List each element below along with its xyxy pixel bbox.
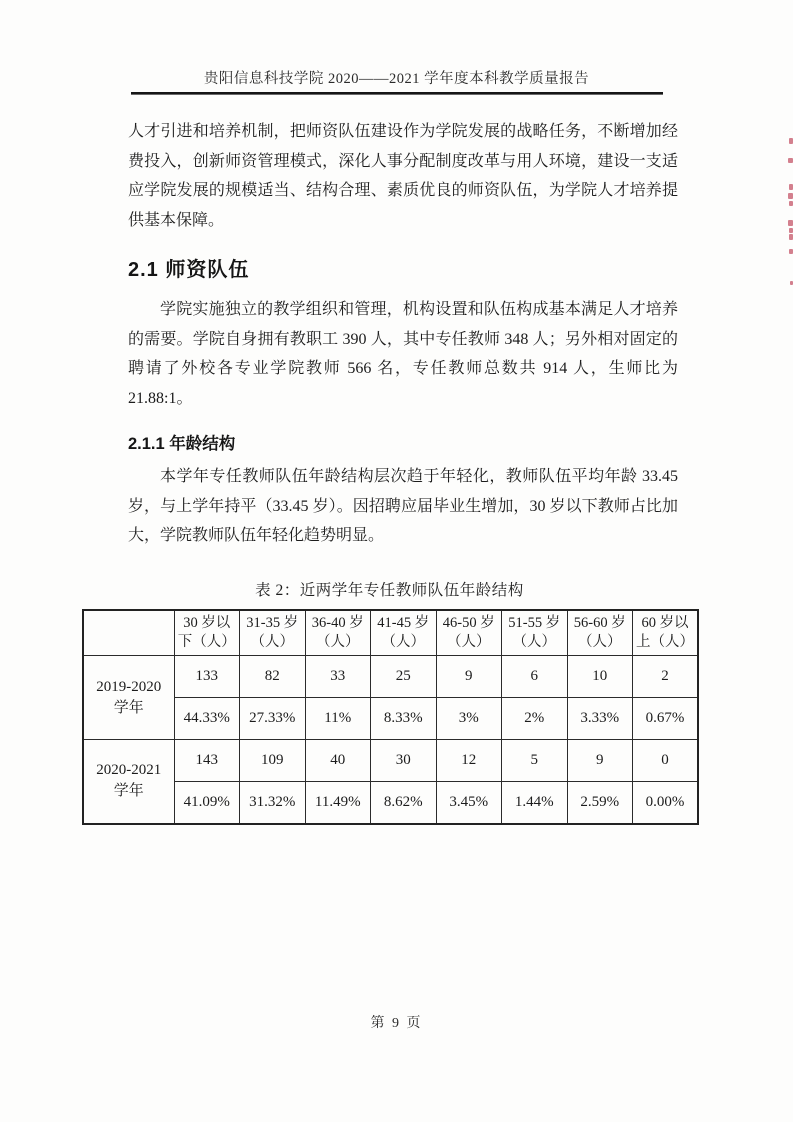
year-label-cell: 2019-2020 学年 [83,656,174,740]
percent-cell: 44.33% [174,698,240,740]
count-cell: 2 [633,656,699,698]
column-header-51-55: 51-55 岁（人） [502,610,568,656]
percent-cell: 3% [436,698,502,740]
count-cell: 10 [567,656,633,698]
year-label-cell: 2020-2021 学年 [83,740,174,824]
seal-mark-fragment [788,158,793,163]
table-block [82,578,697,825]
column-header-46-50: 46-50 岁（人） [436,610,502,656]
column-header-31-35: 31-35 岁（人） [240,610,306,656]
percent-cell: 11.49% [305,782,371,824]
seal-mark-fragment [788,220,793,226]
age-structure-table [82,609,699,825]
percent-cell: 8.62% [371,782,437,824]
count-cell: 25 [371,656,437,698]
percent-cell: 8.33% [371,698,437,740]
percent-cell: 2% [502,698,568,740]
subsection-heading-2-1-1: 2.1.1 年龄结构 [128,435,236,453]
count-cell: 6 [502,656,568,698]
paragraph-faculty-overview: 学院实施独立的教学组织和管理，机构设置和队伍构成基本满足人才培养的需要。学院自身拥有教职工 390 人，其中专任教师 348 人；另外相对固定的聘请了外校各专业学院教师 566 名，专任教师总数共 914 人，生师比为 21.88:1。 [128,301,678,407]
seal-mark-fragment [789,201,793,206]
percent-cell: 27.33% [240,698,306,740]
column-header-41-45: 41-45 岁（人） [371,610,437,656]
table-row-2019-percents [83,698,698,740]
table-row-2020-counts [83,740,698,782]
percent-cell: 0.67% [633,698,699,740]
paragraph-age-structure: 本学年专任教师队伍年龄结构层次趋于年轻化，教师队伍平均年龄 33.45 岁，与上学年持平（33.45 岁）。因招聘应届毕业生增加，30 岁以下教师占比加大，学院教师队伍年轻化趋势明显。 [128,468,678,544]
percent-cell: 41.09% [174,782,240,824]
column-header-under30: 30 岁以下（人） [174,610,240,656]
count-cell: 9 [436,656,502,698]
page-footer [0,1012,793,1032]
header-rule [131,92,663,95]
seal-mark-fragment [789,184,793,190]
count-cell: 82 [240,656,306,698]
percent-cell: 11% [305,698,371,740]
seal-mark-fragment [789,234,793,240]
percent-cell: 2.59% [567,782,633,824]
seal-mark-fragment [789,228,793,233]
page-number: 第 9 页 [370,1016,423,1031]
column-header-empty [83,610,174,656]
column-header-56-60: 56-60 岁（人） [567,610,633,656]
table-header-row [83,610,698,656]
count-cell: 133 [174,656,240,698]
percent-cell: 3.45% [436,782,502,824]
page-header [0,0,793,95]
count-cell: 0 [633,740,699,782]
paragraph-intro-continuation: 人才引进和培养机制，把师资队伍建设作为学院发展的战略任务，不断增加经费投入，创新师资管理模式，深化人事分配制度改革与用人环境，建设一支适应学院发展的规模适当、结构合理、素质优良的师资队伍，为学院人才培养提供基本保障。 [128,123,678,229]
header-title: 贵阳信息科技学院 2020——2021 学年度本科教学质量报告 [203,71,590,87]
column-header-over60: 60 岁以上（人） [633,610,699,656]
seal-mark-fragment [789,249,793,254]
percent-cell: 1.44% [502,782,568,824]
count-cell: 33 [305,656,371,698]
column-header-36-40: 36-40 岁（人） [305,610,371,656]
table-row-2019-counts [83,656,698,698]
count-cell: 9 [567,740,633,782]
percent-cell: 0.00% [633,782,699,824]
table-caption: 表 2：近两学年专任教师队伍年龄结构 [255,581,524,599]
seal-mark-fragment [789,138,793,144]
content-column [96,117,694,825]
count-cell: 143 [174,740,240,782]
percent-cell: 3.33% [567,698,633,740]
count-cell: 109 [240,740,306,782]
count-cell: 12 [436,740,502,782]
seal-mark-fragment [788,193,793,199]
count-cell: 30 [371,740,437,782]
percent-cell: 31.32% [240,782,306,824]
count-cell: 40 [305,740,371,782]
count-cell: 5 [502,740,568,782]
section-heading-2-1: 2.1 师资队伍 [128,259,250,281]
table-row-2020-percents [83,782,698,824]
